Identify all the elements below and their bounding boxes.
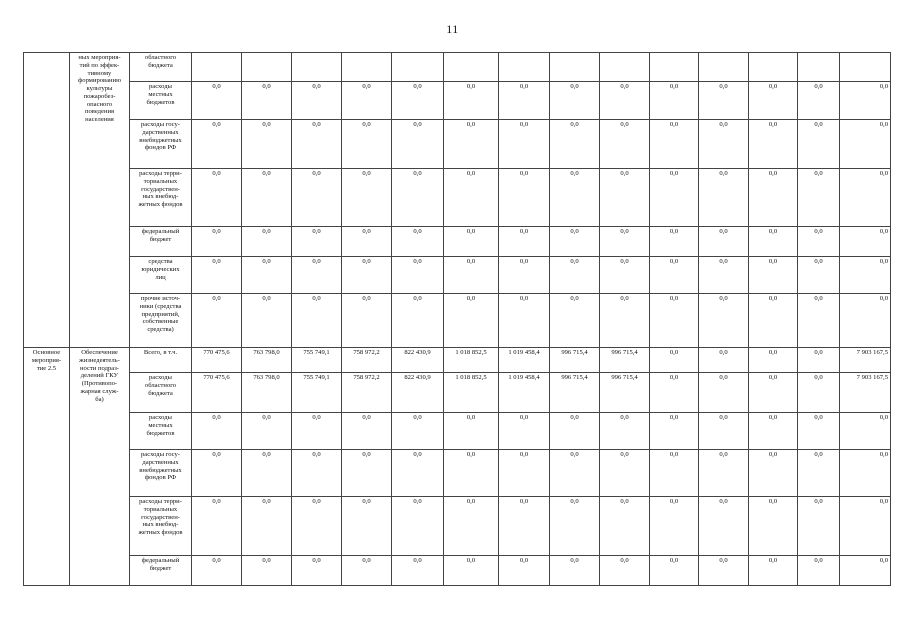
amount-cell: 0,0 <box>292 294 342 348</box>
amount-cell: 0,0 <box>550 120 600 169</box>
amount-cell: 0,0 <box>292 257 342 294</box>
table-row <box>24 120 891 169</box>
amount-cell <box>499 53 550 82</box>
amount-cell: 0,0 <box>444 120 499 169</box>
amount-cell: 755 749,1 <box>292 348 342 373</box>
amount-cell: 0,0 <box>342 294 392 348</box>
amount-cell: 0,0 <box>342 120 392 169</box>
amount-cell: 0,0 <box>392 294 444 348</box>
table-row <box>24 227 891 257</box>
amount-cell: 0,0 <box>444 450 499 497</box>
amount-cell: 0,0 <box>292 556 342 586</box>
amount-cell: 0,0 <box>840 82 891 120</box>
amount-cell: 0,0 <box>192 413 242 450</box>
amount-cell: 0,0 <box>242 257 292 294</box>
amount-cell: 763 798,0 <box>242 373 292 413</box>
amount-cell: 0,0 <box>292 413 342 450</box>
amount-cell: 0,0 <box>650 294 699 348</box>
amount-cell: 0,0 <box>798 348 840 373</box>
amount-cell: 0,0 <box>798 373 840 413</box>
amount-cell: 0,0 <box>840 169 891 227</box>
funding-source-cell: областного бюджета <box>130 53 192 82</box>
amount-cell: 0,0 <box>600 294 650 348</box>
amount-cell: 770 475,6 <box>192 348 242 373</box>
amount-cell <box>749 53 798 82</box>
amount-cell: 0,0 <box>292 497 342 556</box>
amount-cell: 0,0 <box>650 556 699 586</box>
amount-cell: 0,0 <box>342 413 392 450</box>
amount-cell: 0,0 <box>292 120 342 169</box>
amount-cell: 0,0 <box>499 450 550 497</box>
amount-cell: 0,0 <box>292 169 342 227</box>
amount-cell: 0,0 <box>699 294 749 348</box>
amount-cell: 0,0 <box>192 169 242 227</box>
amount-cell: 0,0 <box>444 556 499 586</box>
amount-cell: 0,0 <box>798 556 840 586</box>
amount-cell: 0,0 <box>699 120 749 169</box>
amount-cell: 0,0 <box>242 227 292 257</box>
amount-cell: 0,0 <box>600 169 650 227</box>
funding-source-cell: прочие источ- ники (средства предприятий, собственные средства) <box>130 294 192 348</box>
amount-cell: 0,0 <box>699 373 749 413</box>
amount-cell: 0,0 <box>342 450 392 497</box>
table-row <box>24 373 891 413</box>
amount-cell: 0,0 <box>292 82 342 120</box>
amount-cell: 0,0 <box>699 556 749 586</box>
amount-cell <box>550 53 600 82</box>
amount-cell: 0,0 <box>600 227 650 257</box>
amount-cell: 0,0 <box>550 169 600 227</box>
amount-cell <box>342 53 392 82</box>
amount-cell: 0,0 <box>840 556 891 586</box>
amount-cell: 763 798,0 <box>242 348 292 373</box>
amount-cell: 0,0 <box>550 227 600 257</box>
amount-cell <box>444 53 499 82</box>
amount-cell: 0,0 <box>798 227 840 257</box>
amount-cell: 0,0 <box>650 348 699 373</box>
amount-cell: 1 019 458,4 <box>499 373 550 413</box>
table-row <box>24 257 891 294</box>
amount-cell: 0,0 <box>499 169 550 227</box>
amount-cell: 1 018 852,5 <box>444 348 499 373</box>
amount-cell: 0,0 <box>192 257 242 294</box>
amount-cell <box>798 53 840 82</box>
table-row <box>24 497 891 556</box>
amount-cell: 0,0 <box>392 120 444 169</box>
funding-source-cell: федеральный бюджет <box>130 227 192 257</box>
amount-cell: 0,0 <box>798 450 840 497</box>
amount-cell: 0,0 <box>699 82 749 120</box>
amount-cell: 0,0 <box>749 450 798 497</box>
amount-cell: 0,0 <box>499 120 550 169</box>
amount-cell: 0,0 <box>242 497 292 556</box>
amount-cell <box>392 53 444 82</box>
amount-cell: 0,0 <box>292 450 342 497</box>
amount-cell: 0,0 <box>840 294 891 348</box>
table-row <box>24 413 891 450</box>
amount-cell: 0,0 <box>392 82 444 120</box>
amount-cell: 0,0 <box>392 169 444 227</box>
table-row <box>24 82 891 120</box>
amount-cell: 0,0 <box>798 413 840 450</box>
amount-cell: 0,0 <box>650 257 699 294</box>
amount-cell: 0,0 <box>242 294 292 348</box>
table-row <box>24 294 891 348</box>
amount-cell: 0,0 <box>192 294 242 348</box>
amount-cell: 1 019 458,4 <box>499 348 550 373</box>
amount-cell: 758 972,2 <box>342 373 392 413</box>
amount-cell: 0,0 <box>699 227 749 257</box>
amount-cell: 0,0 <box>600 120 650 169</box>
amount-cell: 1 018 852,5 <box>444 373 499 413</box>
funding-source-cell: расходы госу- дарственных внебюджетных фондов РФ <box>130 120 192 169</box>
amount-cell <box>650 53 699 82</box>
amount-cell: 0,0 <box>392 413 444 450</box>
amount-cell: 0,0 <box>650 373 699 413</box>
amount-cell: 0,0 <box>650 497 699 556</box>
amount-cell: 0,0 <box>840 413 891 450</box>
amount-cell: 0,0 <box>342 169 392 227</box>
amount-cell: 0,0 <box>749 294 798 348</box>
amount-cell: 0,0 <box>749 169 798 227</box>
amount-cell: 0,0 <box>550 497 600 556</box>
amount-cell: 7 903 167,5 <box>840 348 891 373</box>
table-row <box>24 53 891 82</box>
amount-cell: 0,0 <box>444 169 499 227</box>
funding-source-cell: расходы областного бюджета <box>130 373 192 413</box>
table-row <box>24 169 891 227</box>
amount-cell <box>242 53 292 82</box>
amount-cell: 0,0 <box>600 450 650 497</box>
amount-cell: 0,0 <box>840 120 891 169</box>
amount-cell: 0,0 <box>749 348 798 373</box>
amount-cell: 996 715,4 <box>600 348 650 373</box>
amount-cell: 0,0 <box>550 82 600 120</box>
amount-cell: 0,0 <box>600 556 650 586</box>
amount-cell: 0,0 <box>499 294 550 348</box>
amount-cell <box>699 53 749 82</box>
amount-cell: 0,0 <box>749 82 798 120</box>
amount-cell: 0,0 <box>342 257 392 294</box>
amount-cell: 0,0 <box>192 497 242 556</box>
funding-source-cell: расходы местных бюджетов <box>130 82 192 120</box>
amount-cell: 0,0 <box>600 257 650 294</box>
amount-cell: 0,0 <box>798 169 840 227</box>
amount-cell: 0,0 <box>342 497 392 556</box>
amount-cell: 0,0 <box>550 450 600 497</box>
amount-cell: 0,0 <box>650 450 699 497</box>
page-number: 11 <box>446 22 459 36</box>
amount-cell: 0,0 <box>550 413 600 450</box>
amount-cell: 0,0 <box>499 556 550 586</box>
amount-cell: 0,0 <box>242 82 292 120</box>
budget-table <box>23 52 891 586</box>
activity-name-cell: ных мероприя- тий по эффек- тивному формированию культуры пожаробез- опасного поведения населения <box>70 53 130 348</box>
amount-cell: 0,0 <box>699 348 749 373</box>
amount-cell <box>192 53 242 82</box>
amount-cell: 0,0 <box>840 450 891 497</box>
activity-name-cell: Обеспечение жизнедеятель- ности подраз- делений ГКУ (Противопо- жарная служ- ба) <box>70 348 130 586</box>
table-row <box>24 450 891 497</box>
amount-cell: 0,0 <box>444 497 499 556</box>
amount-cell: 0,0 <box>840 257 891 294</box>
amount-cell: 0,0 <box>499 413 550 450</box>
amount-cell: 0,0 <box>444 82 499 120</box>
amount-cell: 0,0 <box>242 413 292 450</box>
amount-cell: 0,0 <box>550 556 600 586</box>
table-row <box>24 348 891 373</box>
amount-cell: 770 475,6 <box>192 373 242 413</box>
amount-cell: 0,0 <box>550 257 600 294</box>
amount-cell: 0,0 <box>192 82 242 120</box>
funding-source-cell: расходы госу- дарственных внебюджетных фондов РФ <box>130 450 192 497</box>
activity-code-cell <box>24 53 70 348</box>
amount-cell: 0,0 <box>392 556 444 586</box>
amount-cell: 0,0 <box>392 450 444 497</box>
amount-cell: 822 430,9 <box>392 373 444 413</box>
activity-code-cell: Основное мероприя- тие 2.5 <box>24 348 70 586</box>
amount-cell: 996 715,4 <box>550 373 600 413</box>
amount-cell: 0,0 <box>600 413 650 450</box>
amount-cell <box>292 53 342 82</box>
amount-cell: 0,0 <box>699 169 749 227</box>
amount-cell: 0,0 <box>192 556 242 586</box>
amount-cell: 0,0 <box>342 82 392 120</box>
amount-cell: 0,0 <box>650 227 699 257</box>
amount-cell: 0,0 <box>342 556 392 586</box>
amount-cell: 822 430,9 <box>392 348 444 373</box>
amount-cell: 0,0 <box>840 227 891 257</box>
amount-cell: 0,0 <box>749 413 798 450</box>
funding-source-cell: расходы терри- ториальных государствен- ных внебюд- жетных фондов <box>130 497 192 556</box>
amount-cell: 0,0 <box>798 82 840 120</box>
amount-cell: 0,0 <box>699 413 749 450</box>
amount-cell: 0,0 <box>798 497 840 556</box>
amount-cell: 0,0 <box>499 257 550 294</box>
amount-cell: 758 972,2 <box>342 348 392 373</box>
amount-cell: 0,0 <box>699 450 749 497</box>
amount-cell: 0,0 <box>749 497 798 556</box>
amount-cell: 996 715,4 <box>600 373 650 413</box>
amount-cell <box>840 53 891 82</box>
amount-cell: 755 749,1 <box>292 373 342 413</box>
amount-cell: 0,0 <box>242 450 292 497</box>
amount-cell: 0,0 <box>292 227 342 257</box>
amount-cell: 0,0 <box>444 294 499 348</box>
amount-cell: 0,0 <box>650 120 699 169</box>
amount-cell: 0,0 <box>392 227 444 257</box>
amount-cell: 0,0 <box>749 227 798 257</box>
amount-cell: 0,0 <box>600 82 650 120</box>
amount-cell: 0,0 <box>192 120 242 169</box>
funding-source-cell: расходы местных бюджетов <box>130 413 192 450</box>
amount-cell: 0,0 <box>242 169 292 227</box>
amount-cell: 0,0 <box>499 227 550 257</box>
amount-cell: 0,0 <box>499 82 550 120</box>
funding-source-cell: средства юридических лиц <box>130 257 192 294</box>
amount-cell: 0,0 <box>749 120 798 169</box>
funding-source-cell: расходы терри- ториальных государствен- ных внебюд- жетных фондов <box>130 169 192 227</box>
amount-cell: 0,0 <box>444 257 499 294</box>
amount-cell: 0,0 <box>444 227 499 257</box>
amount-cell: 0,0 <box>192 450 242 497</box>
amount-cell: 0,0 <box>840 497 891 556</box>
amount-cell: 0,0 <box>749 373 798 413</box>
amount-cell: 0,0 <box>798 257 840 294</box>
amount-cell: 0,0 <box>798 294 840 348</box>
amount-cell: 0,0 <box>650 413 699 450</box>
amount-cell: 0,0 <box>798 120 840 169</box>
amount-cell: 0,0 <box>499 497 550 556</box>
amount-cell: 0,0 <box>192 227 242 257</box>
amount-cell: 0,0 <box>550 294 600 348</box>
amount-cell: 996 715,4 <box>550 348 600 373</box>
amount-cell: 0,0 <box>699 497 749 556</box>
amount-cell: 0,0 <box>650 82 699 120</box>
funding-source-cell: федеральный бюджет <box>130 556 192 586</box>
amount-cell: 0,0 <box>392 257 444 294</box>
amount-cell: 0,0 <box>600 497 650 556</box>
amount-cell: 0,0 <box>242 556 292 586</box>
amount-cell: 0,0 <box>650 169 699 227</box>
amount-cell: 0,0 <box>699 257 749 294</box>
amount-cell <box>600 53 650 82</box>
amount-cell: 0,0 <box>242 120 292 169</box>
amount-cell: 0,0 <box>342 227 392 257</box>
amount-cell: 0,0 <box>444 413 499 450</box>
amount-cell: 0,0 <box>749 257 798 294</box>
funding-source-cell: Всего, в т.ч. <box>130 348 192 373</box>
table-row <box>24 556 891 586</box>
amount-cell: 0,0 <box>392 497 444 556</box>
amount-cell: 7 903 167,5 <box>840 373 891 413</box>
amount-cell: 0,0 <box>749 556 798 586</box>
